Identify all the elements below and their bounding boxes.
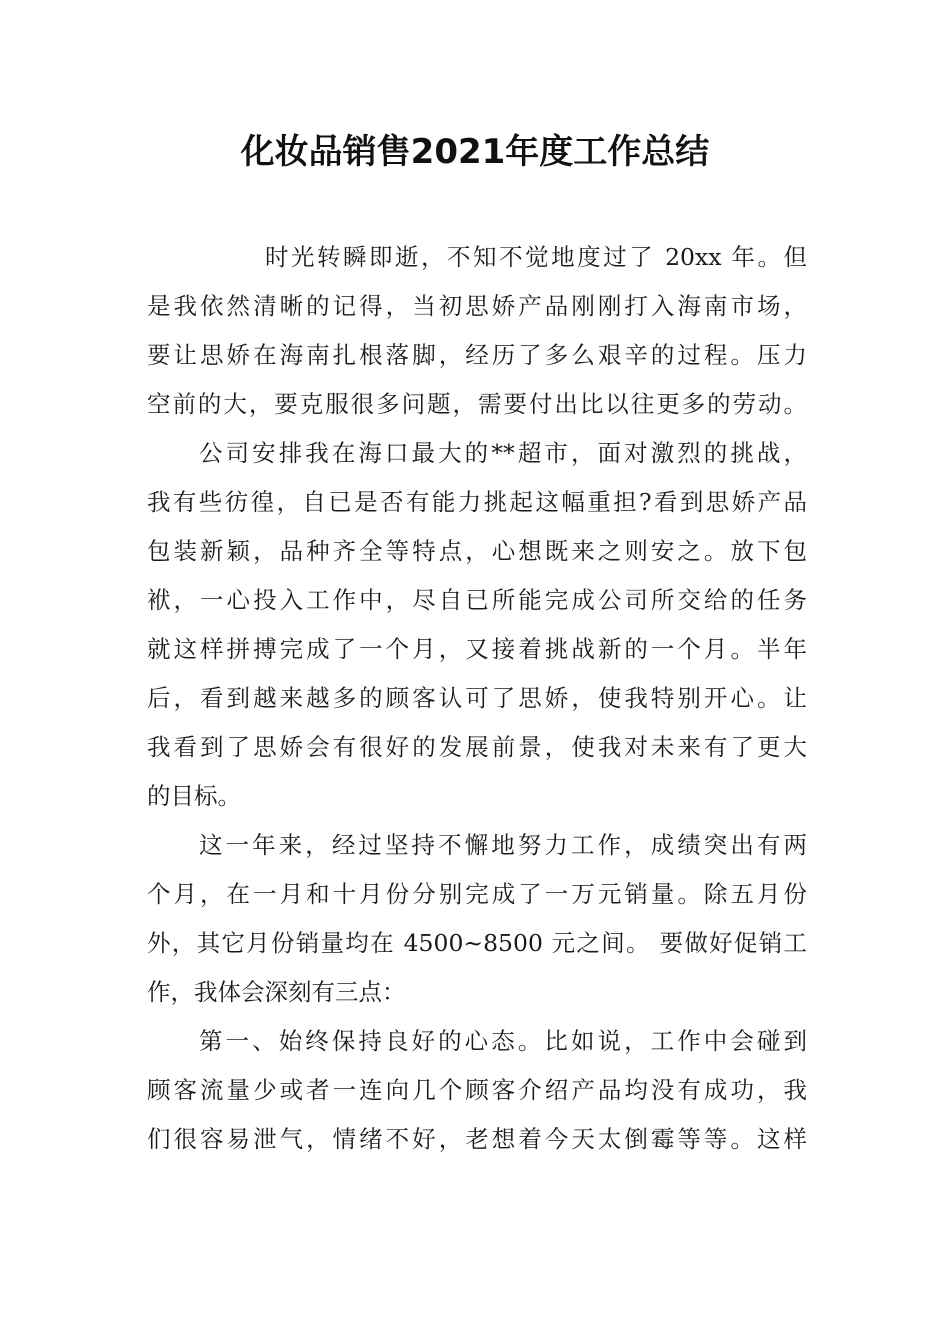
paragraph-line: 这一年来，经过坚持不懈地努力工作，成绩突出有两 bbox=[199, 831, 807, 859]
document-title: 化妆品销售2021年度工作总结 bbox=[240, 132, 710, 172]
paragraph-line: 们很容易泄气，情绪不好，老想着今天太倒霉等等。这样 bbox=[147, 1125, 807, 1153]
paragraph-line: 公司安排我在海口最大的**超市，面对激烈的挑战， bbox=[199, 439, 807, 467]
paragraph-line: 包装新颖，品种齐全等特点，心想既来之则安之。放下包 bbox=[147, 537, 807, 565]
paragraph-line: 顾客流量少或者一连向几个顾客介绍产品均没有成功，我 bbox=[147, 1076, 807, 1104]
paragraph-line: 外，其它月份销量均在 4500~8500 元之间。 要做好促销工 bbox=[147, 929, 807, 957]
paragraph-line: 我有些彷徨，自已是否有能力挑起这幅重担?看到思娇产品 bbox=[147, 488, 807, 516]
paragraph-line: 要让思娇在海南扎根落脚，经历了多么艰辛的过程。压力 bbox=[147, 341, 807, 369]
document-body bbox=[147, 233, 807, 1164]
paragraph-line: 时光转瞬即逝，不知不觉地度过了 20xx 年。但 bbox=[265, 243, 807, 271]
paragraph-line: 我看到了思娇会有很好的发展前景，使我对未来有了更大 bbox=[147, 733, 807, 761]
paragraph-line: 第一、始终保持良好的心态。比如说，工作中会碰到 bbox=[199, 1027, 807, 1055]
paragraph-line: 的目标。 bbox=[147, 782, 241, 810]
paragraph-line: 空前的大，要克服很多问题，需要付出比以往更多的劳动。 bbox=[147, 390, 807, 418]
paragraph-line: 作，我体会深刻有三点： bbox=[147, 978, 406, 1006]
paragraph-line: 是我依然清晰的记得，当初思娇产品刚刚打入海南市场， bbox=[147, 292, 807, 320]
paragraph-line: 袱，一心投入工作中，尽自已所能完成公司所交给的任务 bbox=[147, 586, 807, 614]
paragraph-line: 就这样拼搏完成了一个月，又接着挑战新的一个月。半年 bbox=[147, 635, 807, 663]
paragraph-line: 个月，在一月和十月份分别完成了一万元销量。除五月份 bbox=[147, 880, 807, 908]
paragraph-line: 后，看到越来越多的顾客认可了思娇，使我特别开心。让 bbox=[147, 684, 807, 712]
